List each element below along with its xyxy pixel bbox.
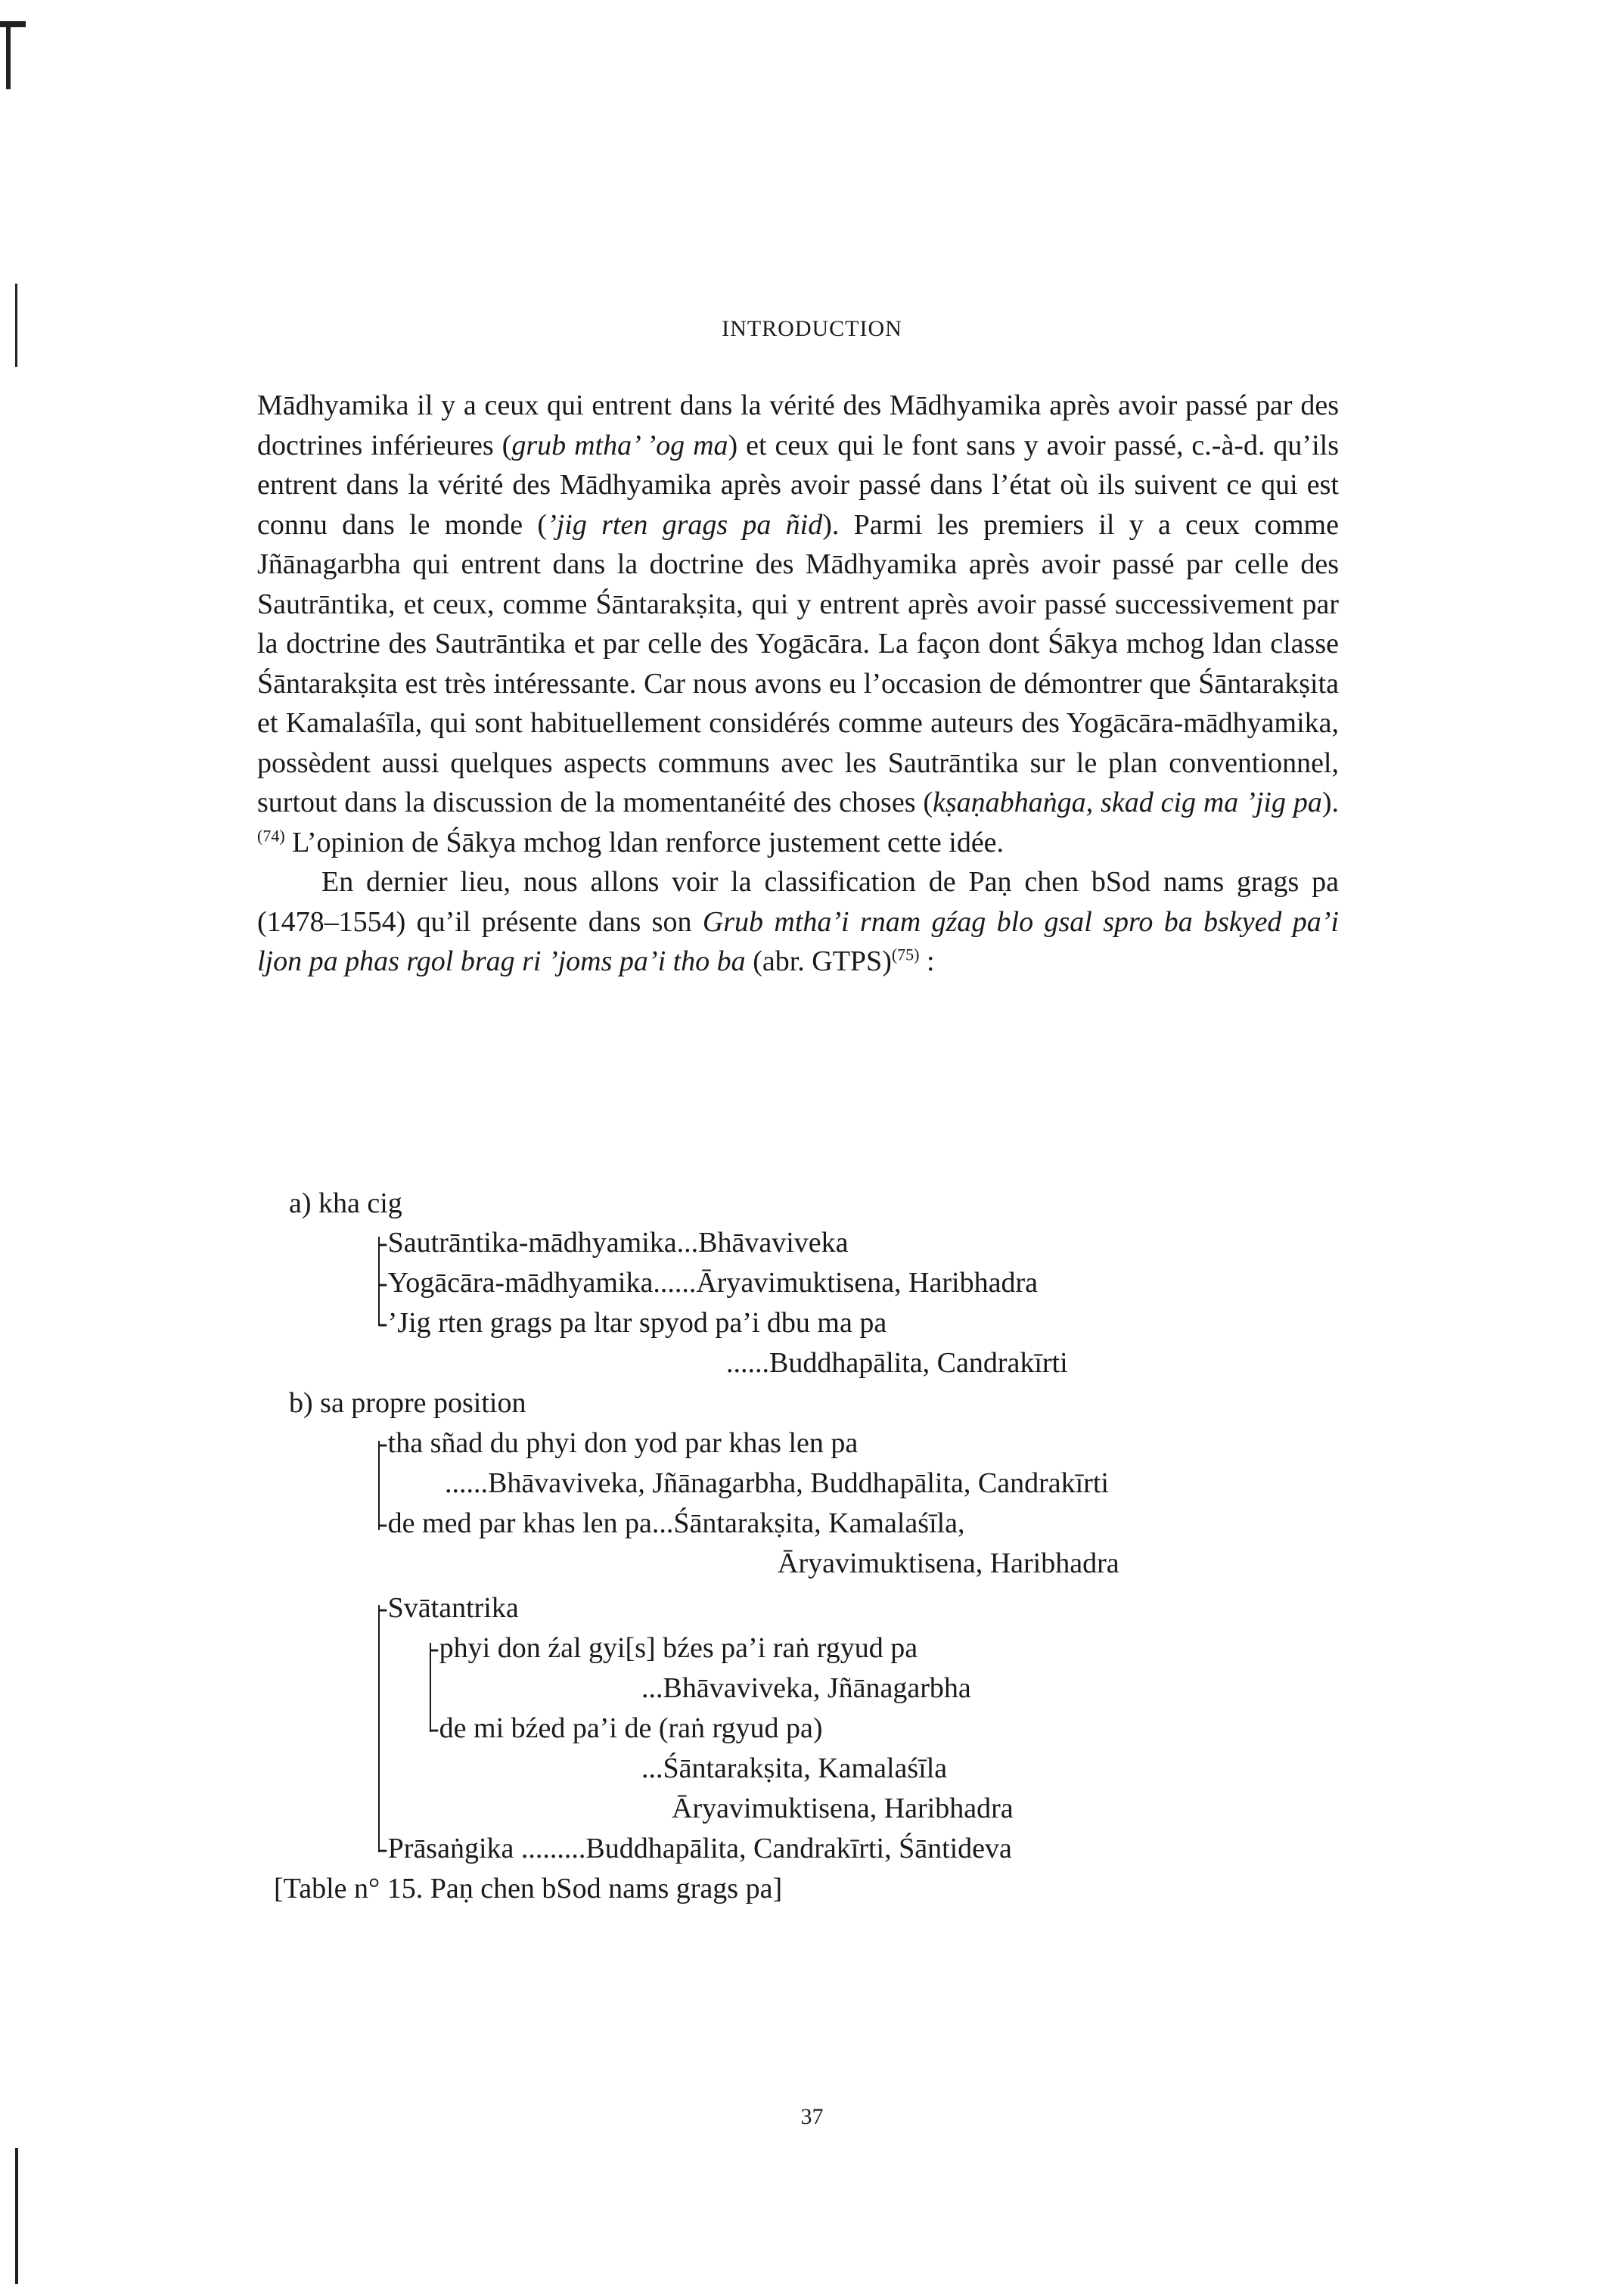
scan-edge-mark-top: [0, 21, 26, 27]
table-b1: -tha sñad du phyi don yod par khas len pa: [378, 1427, 859, 1459]
table-a3b: ......Buddhapālita, Candrakīrti: [726, 1347, 1068, 1379]
table-b2b: Āryavimuktisena, Haribhadra: [778, 1547, 1119, 1579]
table-c1bb: ...Śāntarakṣita, Kamalaśīla: [641, 1752, 948, 1784]
paragraph1-run: (74): [257, 825, 285, 845]
table-a1: -Sautrāntika-mādhyamika...Bhāvaviveka: [378, 1227, 849, 1259]
table-c2: -Prāsaṅgika .........Buddhapālita, Candrakīrti, Śāntideva: [378, 1833, 1012, 1864]
paragraph1-run: ) et ceux qui le font sans y avoir passé, c.-à-d. qu’ils entrent dans la vérité des Mādhyamika après avoir passé dans l’état où ils suivent ce qui est connu dans le monde (: [257, 429, 1339, 541]
table-a3: -’Jig rten grags pa ltar spyod pa’i dbu ma pa: [378, 1307, 887, 1339]
paragraph1-run: grub mtha’ ’og ma: [511, 429, 728, 461]
table-c1bc: Āryavimuktisena, Haribhadra: [672, 1793, 1014, 1824]
paragraph2-run: :: [919, 945, 935, 977]
table-b-label: b) sa propre position: [289, 1387, 526, 1419]
table-caption: [Table n° 15. Paṇ chen bSod nams grags pa]: [274, 1873, 783, 1904]
table-c1ab: ...Bhāvaviveka, Jñānagarbha: [641, 1672, 971, 1704]
body-text: [257, 386, 1339, 982]
scan-edge-mark-bottom: [15, 2148, 18, 2284]
paragraph1-run: ). Parmi les premiers il y a ceux comme Jñānagarbha qui entrent dans la doctrine des Mādhyamika après avoir passé par celle des Sautrāntika, et ceux, comme Śāntarakṣita, qui y entrent après avoir passé successivement par la doctrine des Sautrāntika et par celle des Yogācāra. La façon dont Śākya mchog ldan classe Śāntarakṣita est très intéressante. Car nous avons eu l’occasion de démontrer que Śāntarakṣita et Kamalaśīla, qui sont habituellement considérés comme auteurs des Yogācāra-mādhyamika, possèdent aussi quelques aspects communs avec les Sautrāntika sur le plan conventionnel, surtout dans la discussion de la momentanéité des choses (: [257, 508, 1339, 818]
paragraph1-run: ).: [1321, 787, 1339, 818]
paragraph2-run: (75): [891, 945, 920, 964]
paragraph2-run: (abr. GTPS): [745, 945, 892, 977]
paragraph-1: [257, 386, 1339, 862]
paragraph-2: [257, 862, 1339, 982]
bracket-c: [378, 1605, 380, 1852]
paragraph1-run: kṣaṇabhaṅga, skad cig ma ’jig pa: [933, 787, 1322, 818]
paragraph1-run: L’opinion de Śākya mchog ldan renforce justement cette idée.: [284, 826, 1005, 858]
table-b1b: ......Bhāvaviveka, Jñānagarbha, Buddhapālita, Candrakīrti: [445, 1467, 1109, 1499]
table-c1: -Svātantrika: [378, 1592, 519, 1624]
table-b2: -de med par khas len pa...Śāntarakṣita, Kamalaśīla,: [378, 1507, 965, 1539]
running-head: INTRODUCTION: [722, 316, 902, 341]
scan-edge-mark-top-stem: [6, 21, 11, 89]
table-c1a: -phyi don źal gyi[s] bźes pa’i raṅ rgyud pa: [430, 1632, 918, 1664]
table-a2: -Yogācāra-mādhyamika......Āryavimuktisena, Haribhadra: [378, 1267, 1038, 1299]
paragraph1-run: Mādhyamika il y a ceux qui entrent dans la vérité des Mādhyamika après avoir passé par des doctrines inférieures (: [257, 390, 1339, 461]
paragraph1-run: ’jig rten grags pa ñid: [547, 508, 823, 541]
paragraph2-run: Grub mtha’i rnam gźag blo gsal spro ba bskyed pa’i ljon pa phas rgol brag ri ’joms pa’i tho ba: [257, 905, 1339, 977]
page-number: 37: [800, 2104, 824, 2129]
paragraph2-run: En dernier lieu, nous allons voir la classification de Paṇ chen bSod nams grags pa (1478–1554) qu’il présente dans son: [257, 866, 1339, 938]
table-c1b: -de mi bźed pa’i de (raṅ rgyud pa): [430, 1712, 823, 1744]
table-a-label: a) kha cig: [289, 1187, 402, 1219]
